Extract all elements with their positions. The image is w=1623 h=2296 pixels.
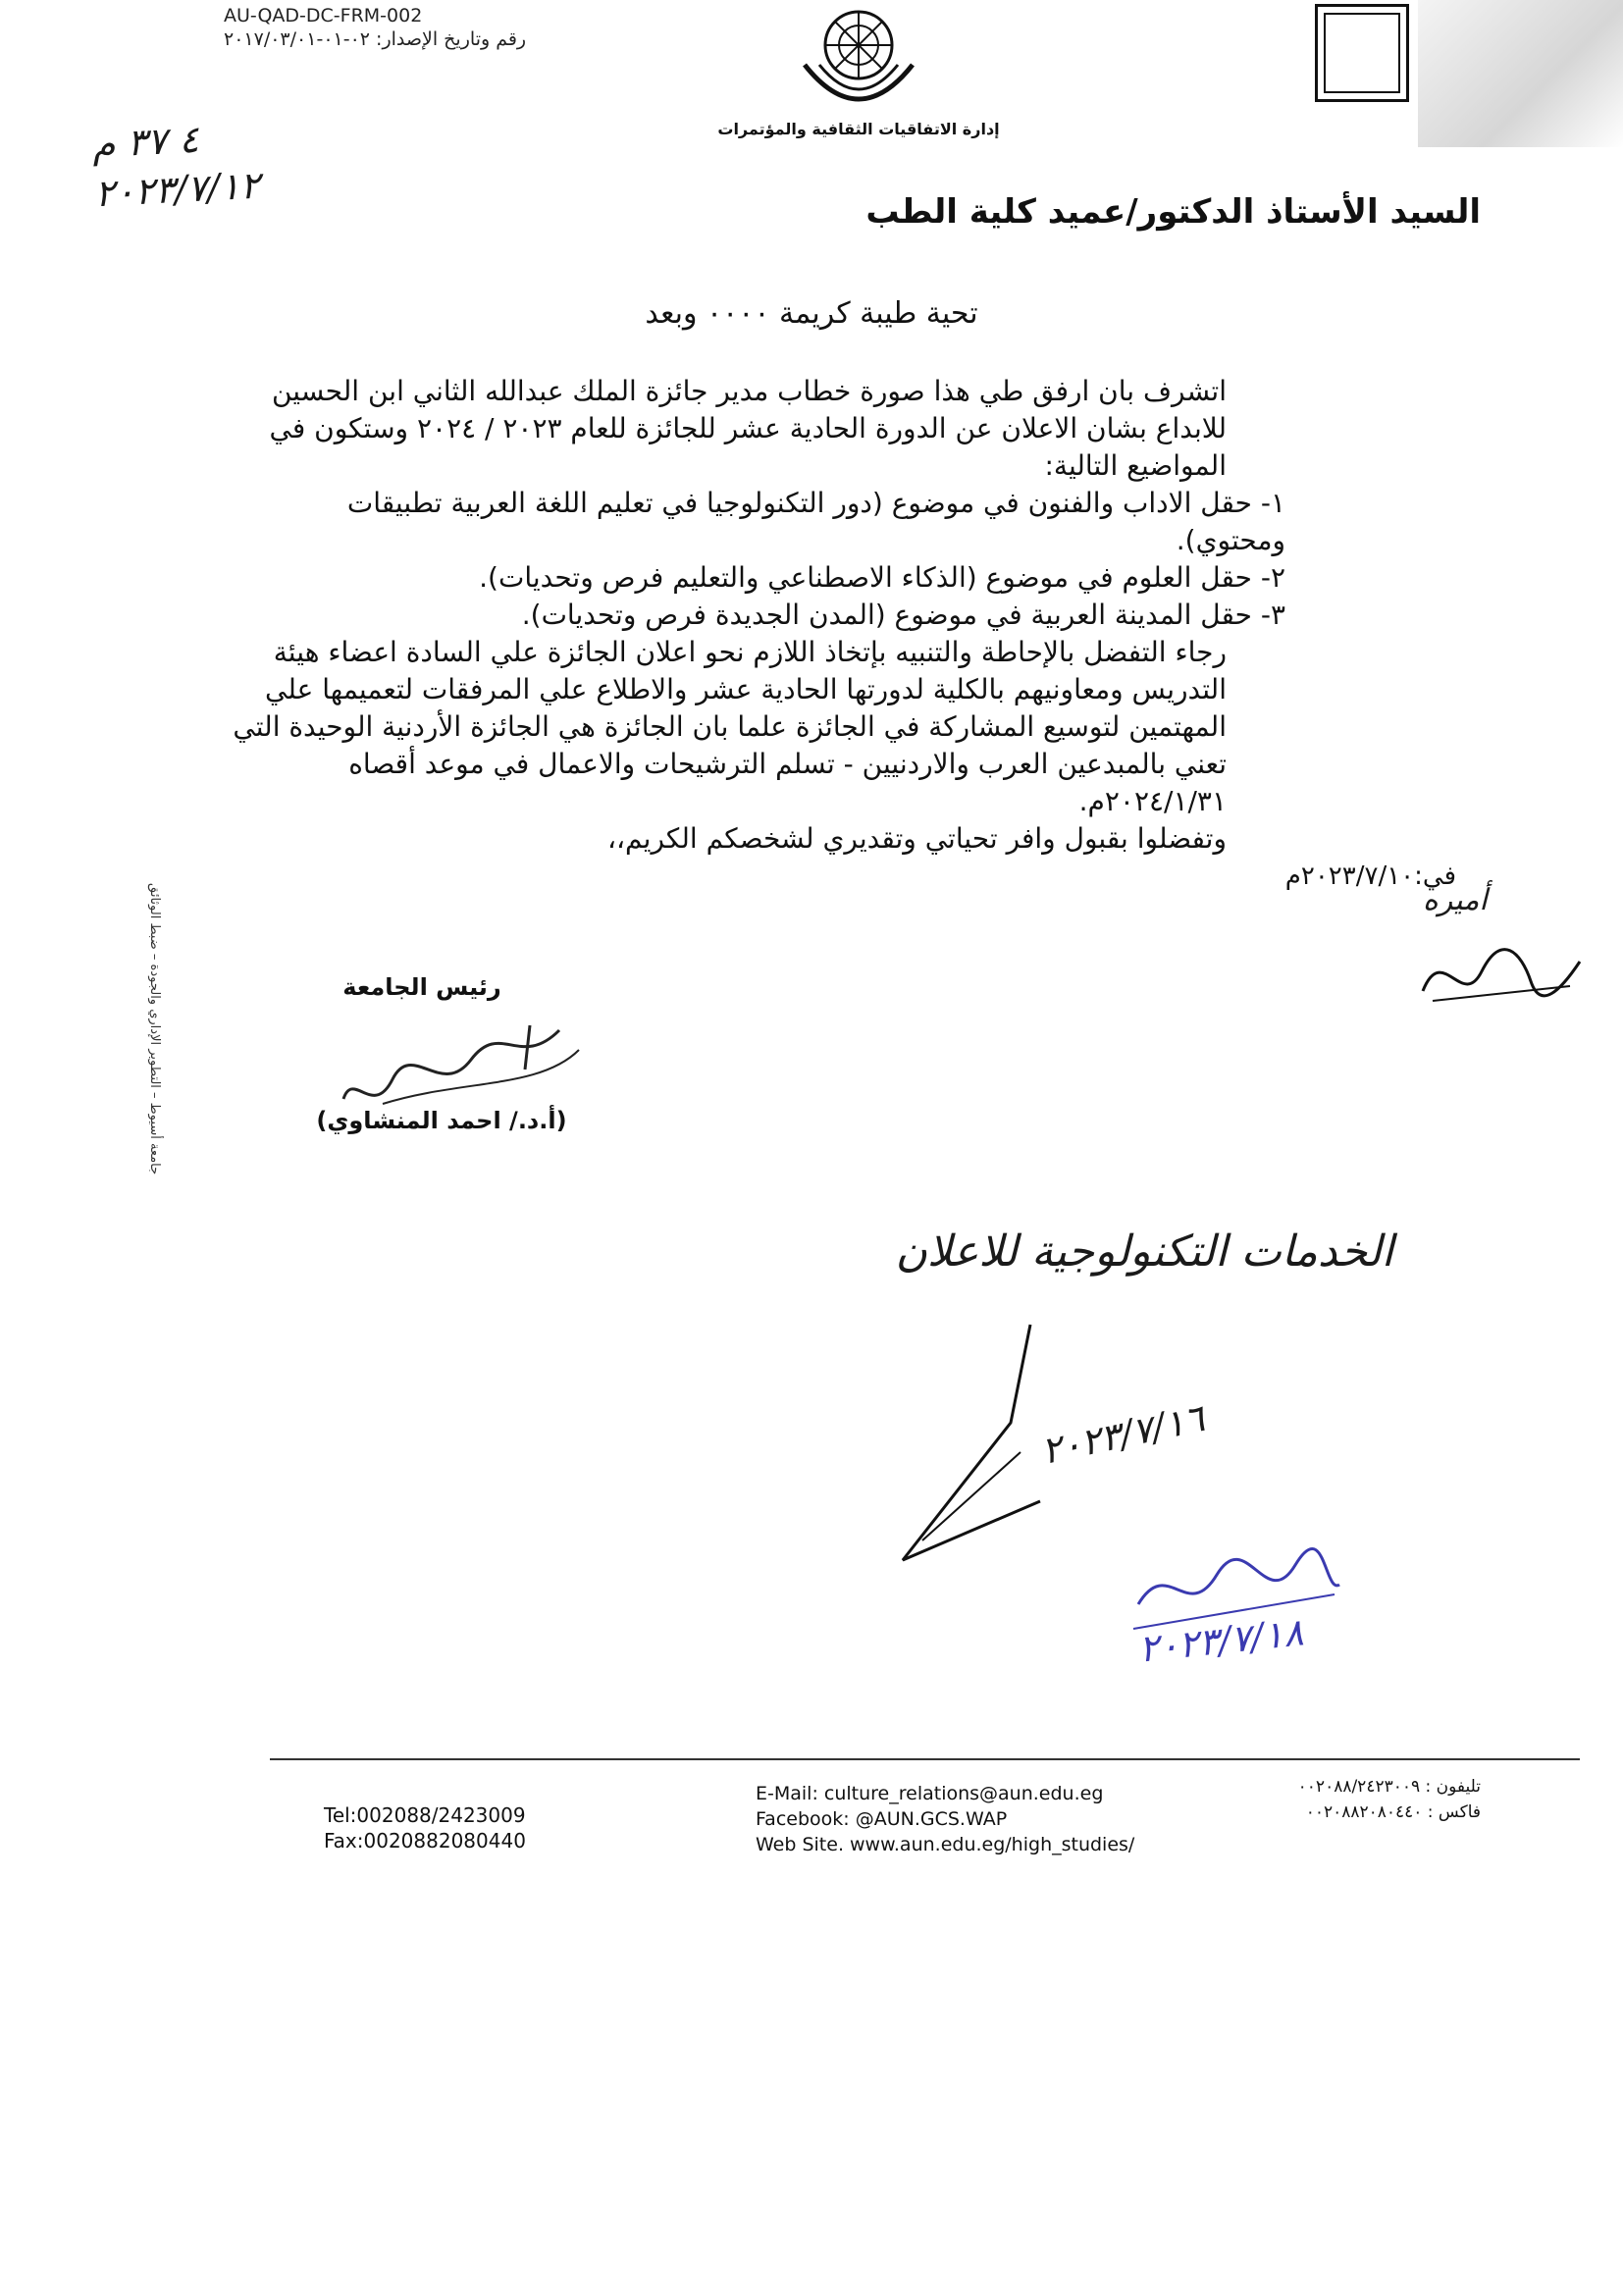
- handwritten-note: الخدمات التكنولوجية للاعلان: [895, 1226, 1393, 1277]
- side-note: جامعة أسيوط – التطوير الإداري والجودة – ضبط الوثائق: [147, 883, 162, 1175]
- seal-emblem: [775, 6, 942, 124]
- form-code-block: [224, 4, 526, 51]
- department-name: إدارة الاتفاقيات الثقافية والمؤتمرات: [717, 120, 1000, 138]
- closing-line: وتفضلوا بقبول وافر تحياتي وتقديري لشخصكم الكريم،،: [606, 822, 1227, 855]
- handwritten-scribble: [864, 1305, 1060, 1599]
- addressee: السيد الأستاذ الدكتور/عميد كلية الطب: [865, 192, 1481, 232]
- footer-facebook[interactable]: Facebook: @AUN.GCS.WAP: [756, 1808, 1008, 1830]
- list-item: ٢- حقل العلوم في موضوع (الذكاء الاصطناعي والتعليم فرص وتحديات).: [479, 561, 1285, 594]
- signer-title: رئيس الجامعة: [342, 973, 501, 1001]
- request-paragraph: رجاء التفضل بالإحاطة والتنبيه بإتخاذ اللازم نحو اعلان الجائزة علي السادة اعضاء هيئة التدريس ومعاونيهم بالكلية لدورتها الحادية عشر والاطلاع علي المرفقات لتعميمها علي المهتمين لتوسيع المشاركة في الجائزة علما بان الجائزة هي الجائزة الأردنية الوحيدة التي تعني بالمبدعين العرب والاردنيين - تسلم الترشيحات والاعمال في موعد أقصاه ٢٠٢٤/١/٣١م.: [233, 636, 1227, 817]
- footer-website[interactable]: Web Site. www.aun.edu.eg/high_studies/: [756, 1834, 1135, 1855]
- footer-contact: [324, 1802, 526, 1853]
- margin-signature: [1413, 932, 1590, 1020]
- folded-corner: [1418, 0, 1623, 147]
- handwritten-date-1: ٢٠٢٣/٧/١٦: [1037, 1395, 1209, 1474]
- footer-fax-ar: فاكس : ٠٠٢٠٨٨٢٠٨٠٤٤٠: [1305, 1802, 1481, 1822]
- footer-email[interactable]: E-Mail: culture_relations@aun.edu.eg: [756, 1783, 1104, 1804]
- university-logo: [1315, 4, 1409, 102]
- intro-paragraph: اتشرف بان ارفق طي هذا صورة خطاب مدير جائزة الملك عبدالله الثاني ابن الحسين للابداع بشان الاعلان عن الدورة الحادية عشر للجائزة للعام ٢٠٢٣ / ٢٠٢٤ وستكون في المواضيع التالية:: [269, 375, 1227, 482]
- footer-phone-arabic: [1298, 1774, 1481, 1825]
- letter-date: في:٢٠٢٣/٧/١٠م: [1284, 861, 1456, 891]
- issue-label: رقم وتاريخ الإصدار: ٠٢-٠١-٢٠١٧/٠٣/٠١: [224, 28, 527, 50]
- president-signature: [324, 1011, 599, 1119]
- logo-text: [1324, 13, 1400, 93]
- footer-rule: [270, 1758, 1580, 1760]
- greeting: تحية طيبة كريمة ٠٠٠٠ وبعد: [645, 296, 978, 331]
- form-code: AU-QAD-DC-FRM-002: [224, 5, 423, 26]
- footer-tel: Tel:002088/2423009: [324, 1803, 526, 1827]
- handwritten-date-2: ٢٠٢٣/٧/١٨: [1136, 1610, 1306, 1671]
- receipt-number: ٤ ٣٧ م: [90, 117, 200, 167]
- footer-phone-ar: تليفون : ٠٠٢٠٨٨/٢٤٢٣٠٠٩: [1297, 1777, 1481, 1797]
- footer-fax: Fax:0020882080440: [324, 1829, 526, 1852]
- signer-name: (أ.د./ احمد المنشاوي): [316, 1107, 567, 1134]
- footer-online: [756, 1781, 1134, 1857]
- receipt-note: [90, 112, 260, 219]
- receipt-date: ٢٠٢٣/٧/١٢: [93, 163, 261, 216]
- list-item: ٣- حقل المدينة العربية في موضوع (المدن الجديدة فرص وتحديات).: [521, 599, 1285, 631]
- letter-body: [231, 373, 1285, 858]
- list-item: ١- حقل الاداب والفنون في موضوع (دور التكنولوجيا في تعليم اللغة العربية تطبيقات ومحتوي).: [346, 487, 1285, 556]
- margin-note: أميره: [1423, 883, 1488, 917]
